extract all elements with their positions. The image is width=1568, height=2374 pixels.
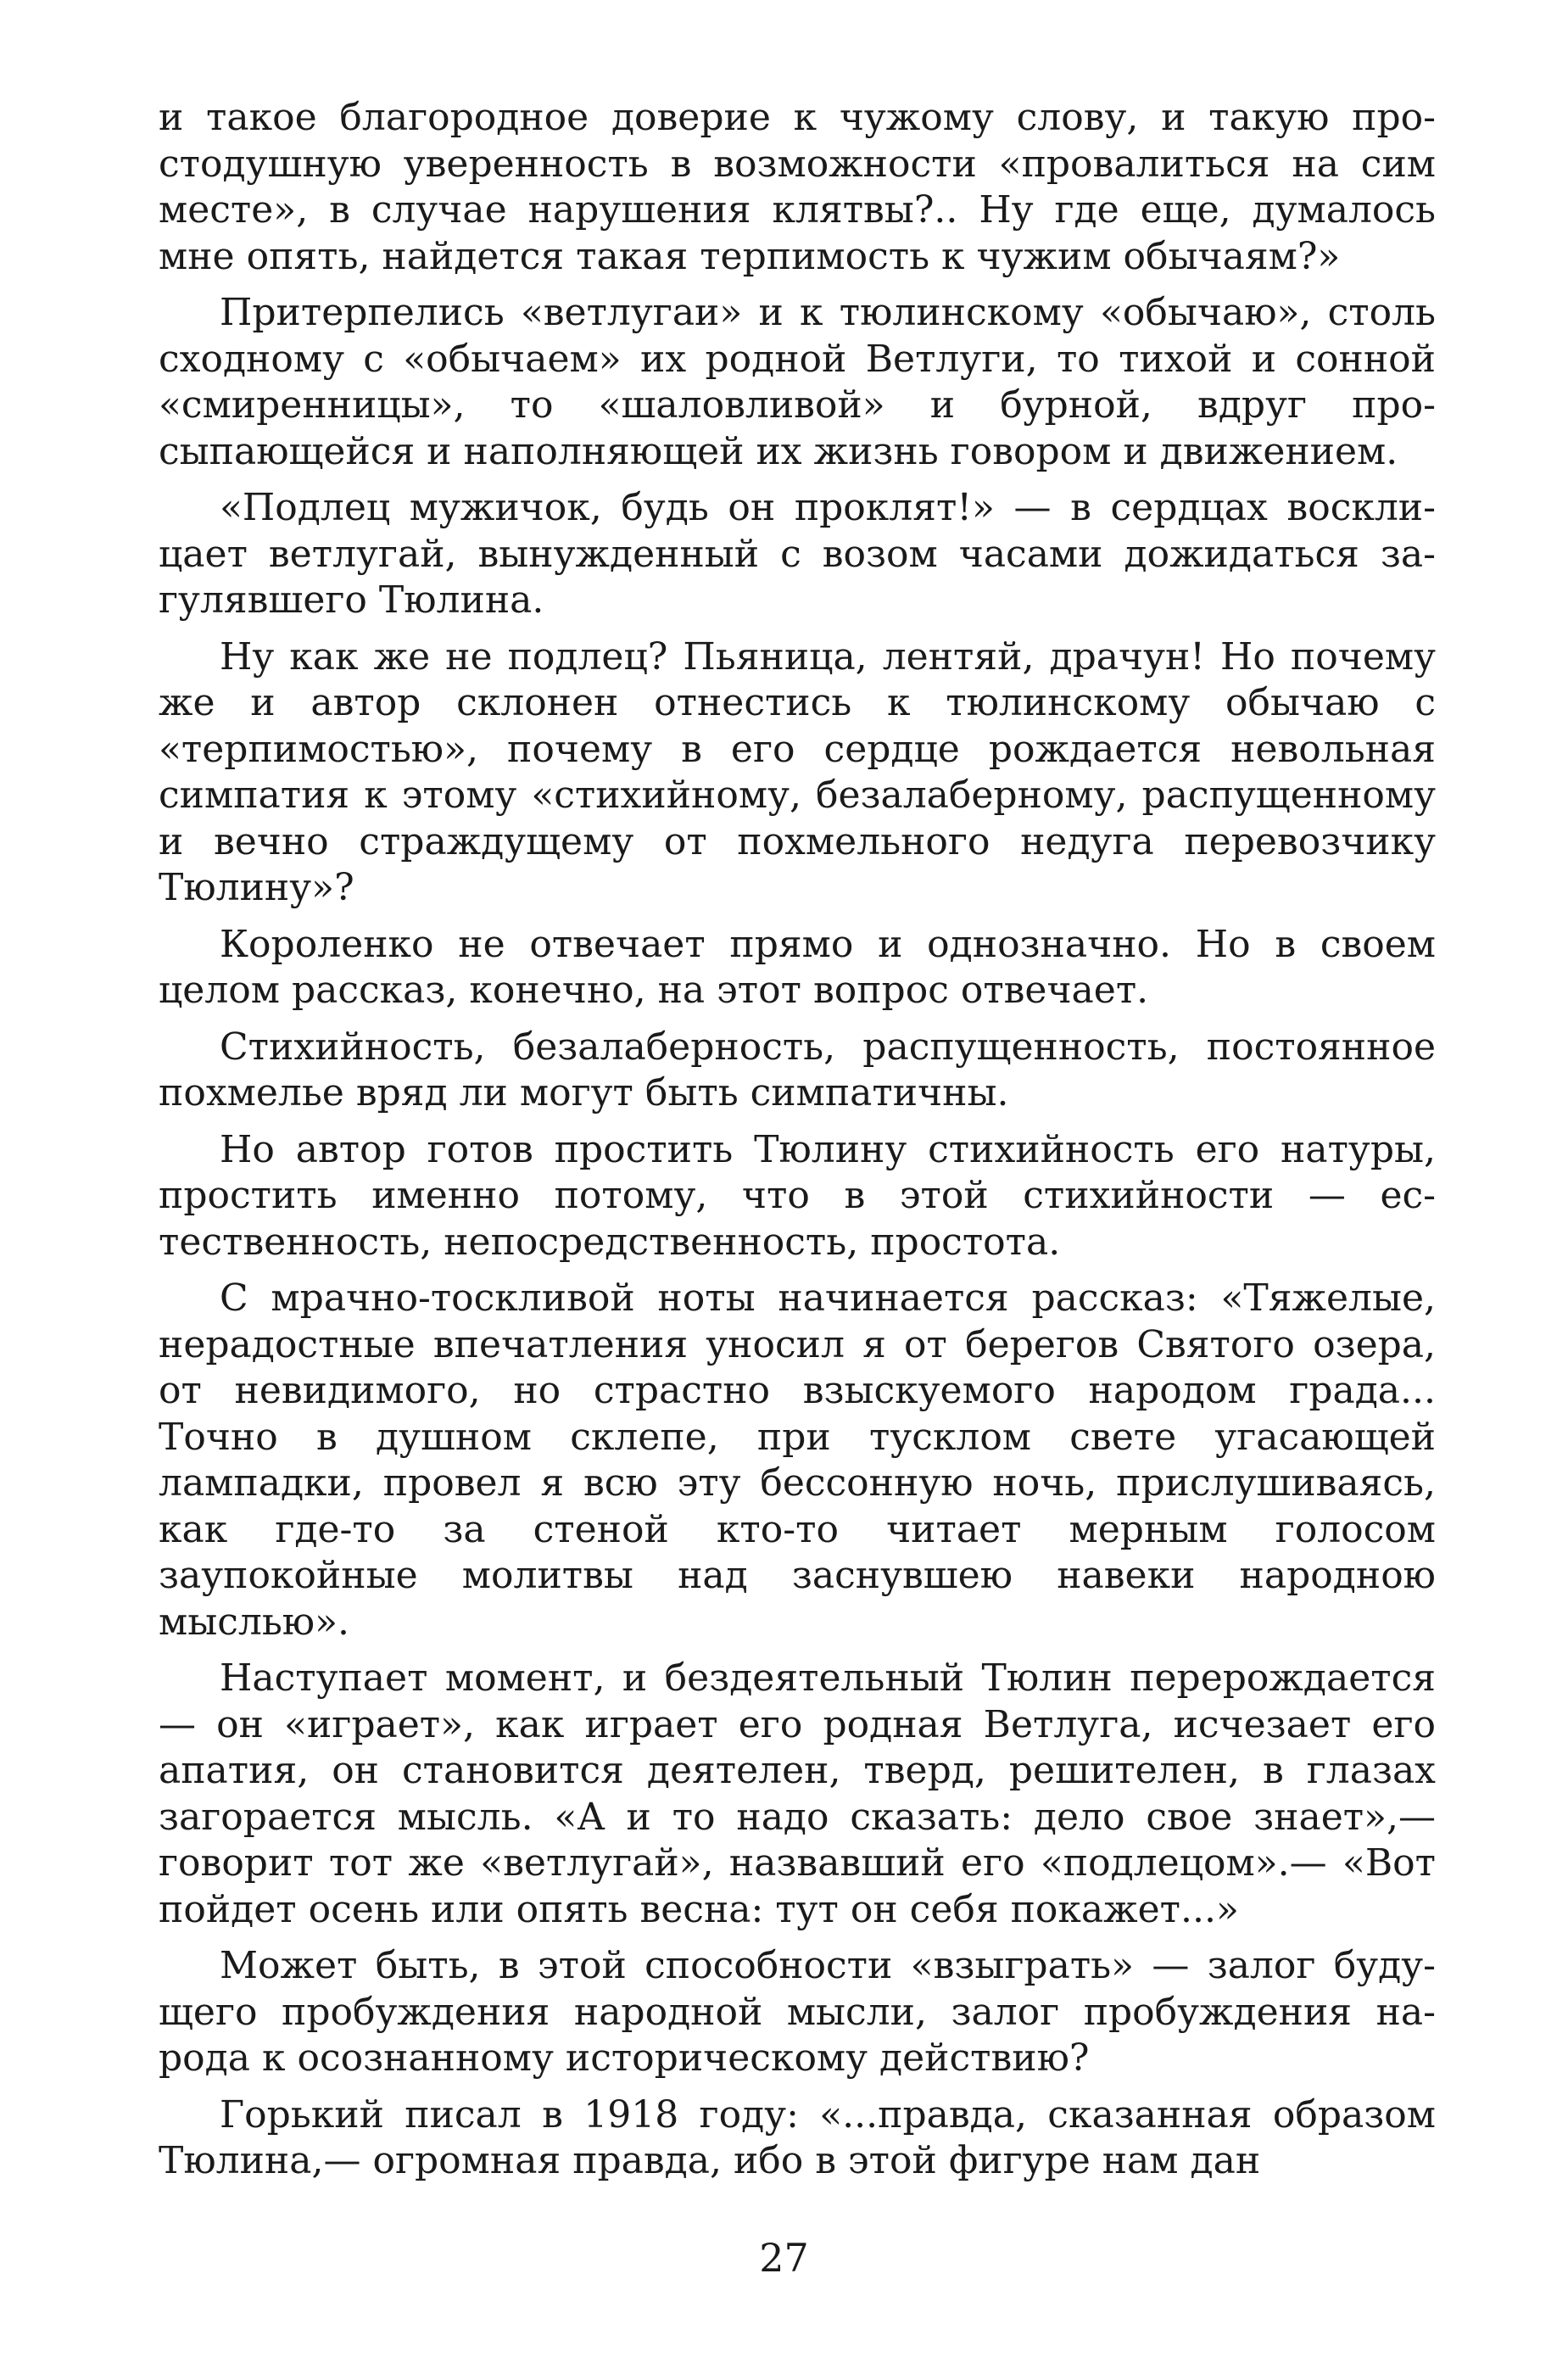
paragraph-7: Но автор готов простить Тюлину стихийность его натуры, простить именно потому, что в этой стихийности — естественность, непосредственность, простота. (159, 1127, 1436, 1264)
paragraph-10: Может быть, в этой способности «взыграть» — залог будущего пробуждения народной мысли, залог пробуждения народа к осознанному историческому действию? (159, 1944, 1436, 2080)
paragraph-3: «Подлец мужичок, будь он проклят!» — в сердцах восклицает ветлугай, вынужденный с возом часами дожидаться загулявшего Тюлина. (159, 486, 1436, 622)
paragraph-1: и такое благородное доверие к чужому слову, и такую простодушную уверенность в возможности «провалиться на сим месте», в случае нарушения клятвы?.. Ну где еще, думалось мне опять, найдется такая терпимость к чужим обычаям?» (159, 96, 1436, 278)
paragraph-11: Горький писал в 1918 году: «...правда, сказанная образом Тюлина,— огромная правда, ибо в этой фигуре нам дан (159, 2092, 1436, 2182)
paragraph-5: Короленко не отвечает прямо и однозначно. Но в своем целом рассказ, конечно, на этот вопрос отвечает. (159, 922, 1436, 1012)
page-body (159, 95, 1436, 2195)
paragraph-2: Притерпелись «ветлугаи» и к тюлинскому «обычаю», столь сходному с «обычаем» их родной Ветлуги, то тихой и сонной «смиренницы», то «шаловливой» и бурной, вдруг просыпающейся и наполняющей их жизнь говором и движением. (159, 291, 1436, 473)
paragraph-9: Наступает момент, и бездеятельный Тюлин перерождается — он «играет», как играет его родная Ветлуга, исчезает его апатия, он становится деятелен, тверд, решителен, в глазах загорается мысль. «А и то надо сказать: дело свое знает»,— говорит тот же «ветлугай», назвавший его «подлецом».— «Вот пойдет осень или опять весна: тут он себя покажет...» (159, 1656, 1436, 1931)
page-number: 27 (759, 2235, 809, 2281)
paragraph-4: Ну как же не подлец? Пьяница, лентяй, драчун! Но почему же и автор склонен отнестись к тюлинскому обычаю с «терпимостью», почему в его сердце рождается невольная симпатия к этому «стихийному, безалаберному, распущенному и вечно страждущему от похмельного недуга перевозчику Тюлину»? (159, 634, 1436, 909)
paragraph-6: Стихийность, безалаберность, распущенность, постоянное похмелье вряд ли могут быть симпатичны. (159, 1025, 1436, 1114)
paragraph-8: С мрачно-тоскливой ноты начинается рассказ: «Тяжелые, нерадостные впечатления уносил я от берегов Святого озера, от невидимого, но страстно взыскуемого народом града... Точно в душном склепе, при тусклом свете угасающей лампадки, провел я всю эту бессонную ночь, прислушиваясь, как где-то за стеной кто-то читает мерным голосом заупокойные молитвы над заснувшею навеки народною мыслью». (159, 1276, 1436, 1644)
